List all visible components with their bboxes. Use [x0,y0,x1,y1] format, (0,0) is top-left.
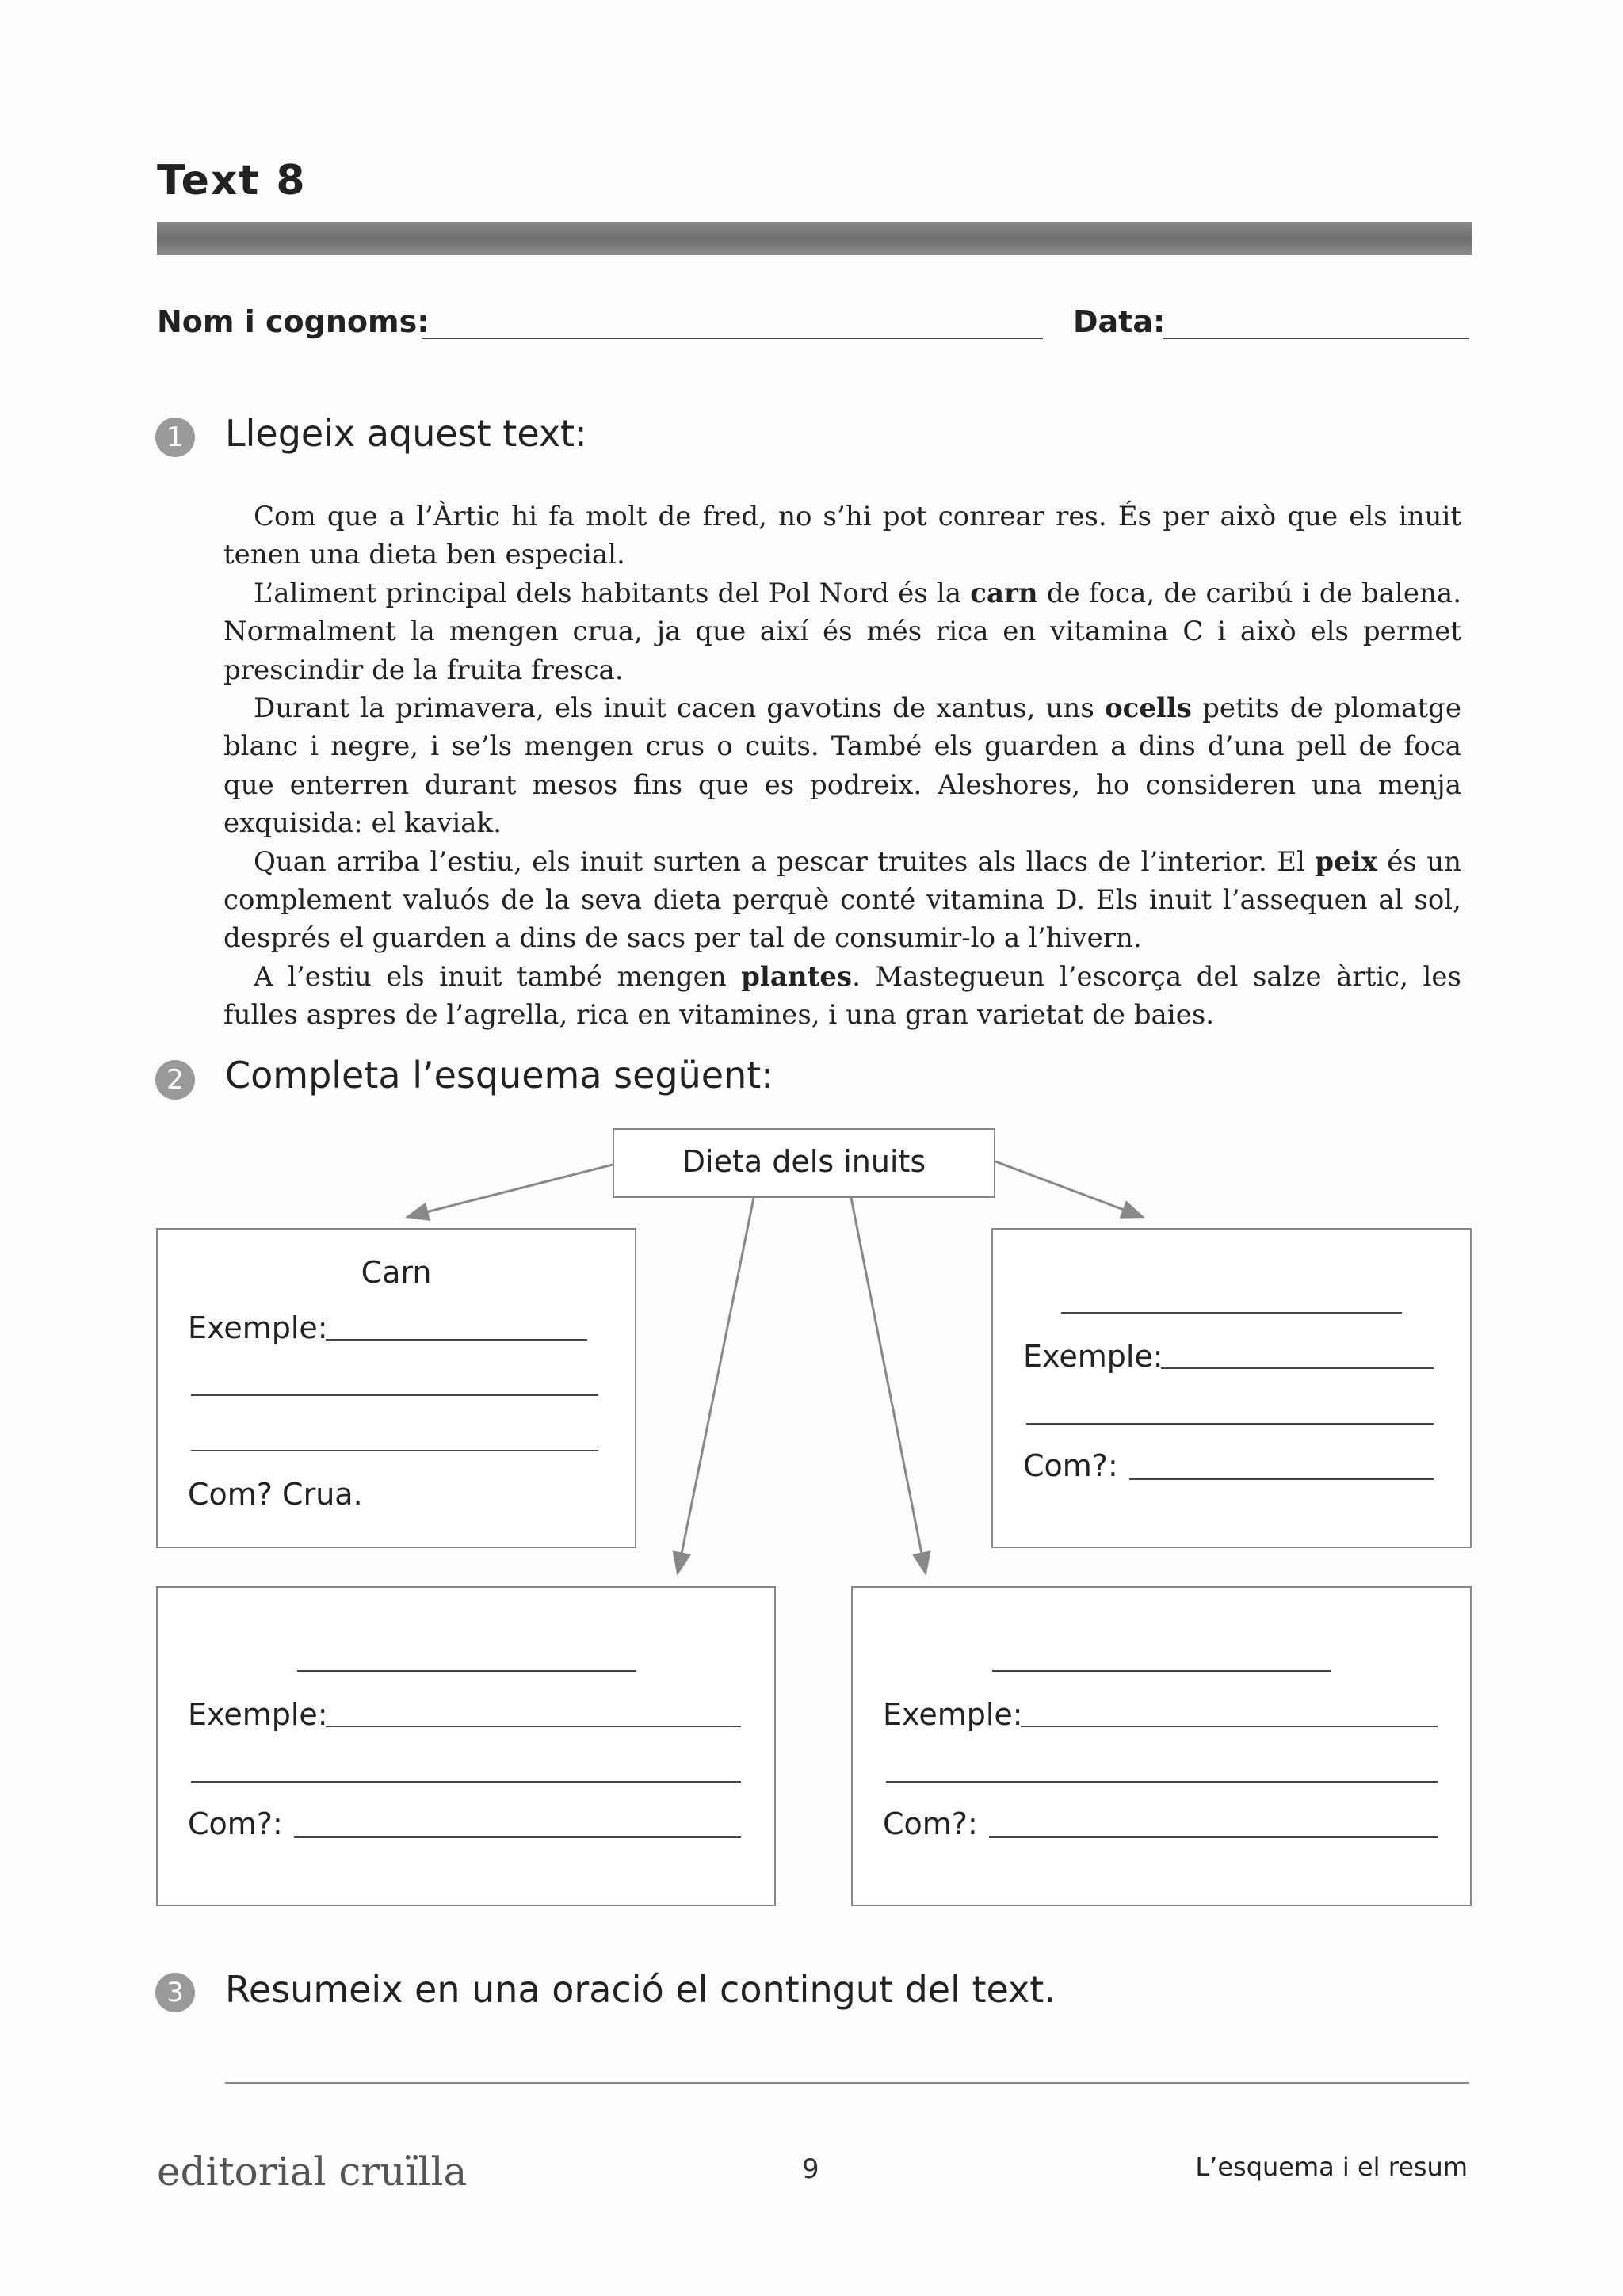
box-bottom-right-example-field[interactable] [1021,1726,1438,1727]
arrow-to-bottom-right [851,1198,926,1573]
box-bottom-left-how-field[interactable] [294,1836,741,1838]
arrow-to-bottom-left [678,1198,754,1573]
box-bottom-right-answer-line[interactable] [886,1781,1438,1783]
box-carn-example-label: Exemple: [188,1310,328,1345]
box-bottom-right-example-label: Exemple: [883,1697,1023,1732]
box-bottom-left-example-field[interactable] [326,1726,741,1727]
box-top-right-title-field[interactable] [1061,1312,1402,1314]
box-bottom-left-answer-line[interactable] [191,1781,741,1783]
box-carn-answer-line-1[interactable] [191,1394,598,1396]
box-bottom-left-how-label: Com?: [188,1806,283,1841]
page-title: Text 8 [157,157,307,204]
box-carn-how: Com? Crua. [188,1477,363,1512]
keyword-peix: peix [1315,845,1377,878]
question-1-prompt: Llegeix aquest text: [225,412,587,455]
box-top-right-how-label: Com?: [1023,1448,1118,1483]
box-carn-answer-line-2[interactable] [191,1450,598,1451]
date-label: Data: [1073,304,1166,339]
arrow-to-carn [407,1165,613,1217]
box-bottom-left-example-label: Exemple: [188,1697,328,1732]
schema-box-carn [156,1228,636,1548]
keyword-carn: carn [970,577,1038,609]
paragraph-4: Quan arriba l’estiu, els inuit surten a pescar truites als llacs de l’interior. El peix és un complement valuós de la seva dieta perquè conté vitamina D. Els inuit l’assequen al sol, després el guarden a dins de sacs per tal de consumir-lo a l’hivern. [223,845,1461,955]
paragraph-3: Durant la primavera, els inuit cacen gavotins de xantus, uns ocells petits de plomatge blanc i negre, i se’ls mengen crus o cuits. També els guarden a dins d’una pell de foca que enterren durant mesos fins que es podreix. Aleshores, ho consideren una menja exquisida: el kaviak. [223,692,1461,840]
question-1-number: 1 [155,418,195,457]
box-top-right-example-label: Exemple: [1023,1339,1163,1374]
summary-answer-line[interactable] [225,2082,1469,2084]
question-2-prompt: Completa l’esquema següent: [225,1054,773,1097]
arrow-to-top-right [995,1161,1143,1217]
box-bottom-left-title-field[interactable] [297,1670,636,1672]
paragraph-1: Com que a l’Àrtic hi fa molt de fred, no s’hi pot conrear res. És per això que els inuit tenen una dieta ben especial. [223,501,1461,571]
paragraph-2: L’aliment principal dels habitants del Pol Nord és la carn de foca, de caribú i de balena. Normalment la mengen crua, ja que així és més rica en vitamina C i això els permet prescindir de la fruita fresca. [223,577,1461,686]
paragraph-5: A l’estiu els inuit també mengen plantes. Mastegueun l’escorça del salze àrtic, les fulles aspres de l’agrella, rica en vitamines, i una gran varietat de baies. [223,960,1461,1032]
schema-box-top-right [991,1228,1472,1548]
box-top-right-example-field[interactable] [1161,1367,1434,1369]
section-name: L’esquema i el resum [1195,2152,1468,2182]
question-3-prompt: Resumeix en una oració el contingut del text. [225,1968,1056,2011]
schema-root-label: Dieta dels inuits [682,1144,926,1179]
keyword-ocells: ocells [1104,692,1192,725]
schema-box-bottom-right [851,1586,1472,1906]
question-2-number: 2 [155,1060,195,1100]
publisher-logo: editorial cruïlla [157,2149,468,2195]
keyword-plantes: plantes [741,960,853,993]
box-top-right-how-field[interactable] [1129,1478,1434,1480]
box-bottom-right-how-label: Com?: [883,1806,978,1841]
box-bottom-right-title-field[interactable] [992,1670,1331,1672]
box-bottom-right-how-field[interactable] [989,1836,1438,1838]
schema-box-bottom-left [156,1586,776,1906]
name-label: Nom i cognoms: [157,304,430,339]
box-top-right-answer-line[interactable] [1026,1423,1434,1425]
schema-root-box [613,1128,995,1198]
box-carn-example-field[interactable] [326,1339,587,1341]
question-3-number: 3 [155,1973,195,2012]
page-number: 9 [802,2153,819,2185]
box-carn-title: Carn [361,1255,432,1290]
